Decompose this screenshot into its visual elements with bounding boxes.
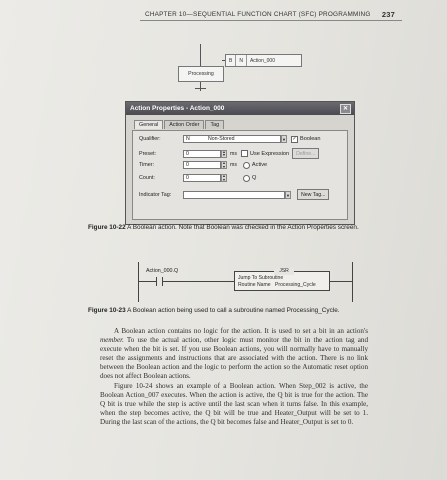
contact-tag: Action_000.Q — [146, 268, 179, 274]
dialog-tabs — [134, 120, 225, 129]
count-spinner[interactable]: ▲ ▼ — [222, 174, 226, 182]
count-label: Count: — [139, 175, 155, 181]
qualifier-select[interactable] — [183, 135, 281, 143]
paragraph-1 — [100, 327, 368, 382]
boolean-checkbox[interactable]: ✓ — [292, 135, 297, 142]
page-number: 237 — [381, 10, 395, 19]
sfc-step-link — [200, 54, 201, 66]
paragraph-2: Figure 10-24 shows an example of a Boolean action. When Step_002 is active, the Boolean Action_007 executes. When the action is active, the Q bit is true for the action. The Q bit is true while the step is active until the last scan when it turns false. In this example, when the step becomes active, the Q bit will be true and Heater_Output will be set to 1. During the last scan of the actions, the Q bit becomes false and Heater_Output is set to 0. — [100, 381, 368, 426]
preset-spinner[interactable]: ▲ ▼ — [222, 149, 226, 157]
figure-10-22-caption — [88, 224, 388, 232]
chevron-down-icon[interactable]: ▼ — [282, 137, 286, 142]
sfc-bottom-link — [200, 81, 201, 91]
qualifier-code: N — [186, 136, 190, 142]
figure-label: Figure 10-23 — [88, 307, 126, 314]
preset-label: Preset: — [139, 150, 157, 157]
timer-spinner[interactable]: ▲ ▼ — [222, 161, 226, 169]
indicator-tag-select[interactable] — [183, 191, 285, 199]
dialog-title-bar — [126, 102, 354, 115]
left-rail — [138, 262, 139, 302]
count-row — [139, 174, 256, 182]
sfc-transition — [195, 88, 206, 89]
page-header — [145, 11, 395, 18]
general-tab-panel — [132, 130, 348, 220]
jsr-routine-label: Routine Name — [238, 282, 271, 288]
jsr-title: JSR — [274, 268, 294, 275]
use-expression-checkbox[interactable] — [241, 150, 248, 157]
boolean-label: Boolean — [300, 136, 321, 142]
active-label: Active — [251, 162, 268, 168]
q-indicator — [243, 175, 250, 182]
new-tag-button[interactable]: New Tag... — [297, 189, 329, 200]
right-rail — [352, 262, 353, 302]
tab-general[interactable]: General — [134, 120, 163, 129]
paragraph-1-text-b: To use the actual action, other logic must monitor the bit in the action tag and execute when the bit is set. If you use Boolean actions, you will normally have to manually reset the assignments and instructions that are associated with the action. There is no link between the Boolean action and the logic to perform the action so the Automatic reset option does not affect Boolean actions. — [100, 336, 368, 381]
preset-input[interactable]: 0 — [183, 150, 221, 158]
sfc-top-link — [200, 44, 201, 54]
figure-10-23-caption — [88, 307, 388, 315]
active-indicator — [243, 162, 250, 169]
rung-wire-left — [139, 281, 156, 282]
qualifier-text: Non-Stored — [208, 136, 235, 142]
qualifier-label: Qualifier: — [139, 136, 161, 142]
q-label: Q — [252, 175, 257, 181]
figure-label: Figure 10-22 — [88, 224, 126, 231]
count-input[interactable]: 0 — [183, 174, 221, 182]
preset-row — [139, 148, 319, 159]
jsr-instruction — [234, 268, 330, 291]
sfc-action-block — [225, 54, 302, 67]
preset-unit: ms — [230, 150, 237, 157]
timer-unit: ms — [230, 162, 237, 168]
timer-input[interactable]: 0 — [183, 161, 221, 169]
qualifier-row — [139, 135, 321, 143]
use-expression-label: Use Expression — [249, 150, 290, 157]
action-b-flag: B — [226, 55, 236, 66]
jsr-routine-value: Processing_Cycle — [274, 282, 316, 288]
rung-wire-middle — [163, 281, 234, 282]
action-properties-dialog — [125, 101, 355, 225]
rung-wire-right — [330, 281, 352, 282]
body-text — [100, 327, 368, 427]
jsr-description: Jump To Subroutine — [238, 275, 284, 281]
paragraph-1-text-a: A Boolean action contains no logic for the action. It is used to set a bit in an action's — [114, 327, 368, 335]
chapter-title: CHAPTER 10—SEQUENTIAL FUNCTION CHART (SFC) PROGRAMMING — [145, 11, 371, 18]
indicator-tag-label: Indicator Tag: — [139, 191, 172, 198]
sfc-step-processing — [178, 66, 224, 82]
dialog-title: Action Properties - Action_000 — [130, 105, 225, 112]
action-name: Action_000 — [249, 57, 275, 64]
step-label: Processing — [188, 71, 214, 77]
define-button[interactable]: Define... — [292, 148, 319, 159]
contact-left-plate — [156, 277, 157, 286]
action-qualifier: N — [236, 55, 247, 66]
indicator-tag-row — [139, 189, 329, 200]
jsr-routine-row — [238, 282, 326, 289]
figure-text: A Boolean action. Note that Boolean was checked in the Action Properties screen. — [127, 224, 359, 231]
chevron-down-icon[interactable]: ▼ — [286, 192, 290, 198]
paragraph-1-emphasis: member. — [100, 336, 124, 345]
timer-label: Timer: — [139, 162, 155, 168]
figure-text: A Boolean action being used to call a subroutine named Processing_Cycle. — [127, 307, 340, 314]
close-icon[interactable]: ✕ — [340, 104, 351, 114]
tab-tag[interactable]: Tag — [205, 120, 224, 129]
timer-row — [139, 161, 267, 169]
header-rule — [140, 20, 402, 21]
tab-action-order[interactable]: Action Order — [164, 120, 204, 129]
